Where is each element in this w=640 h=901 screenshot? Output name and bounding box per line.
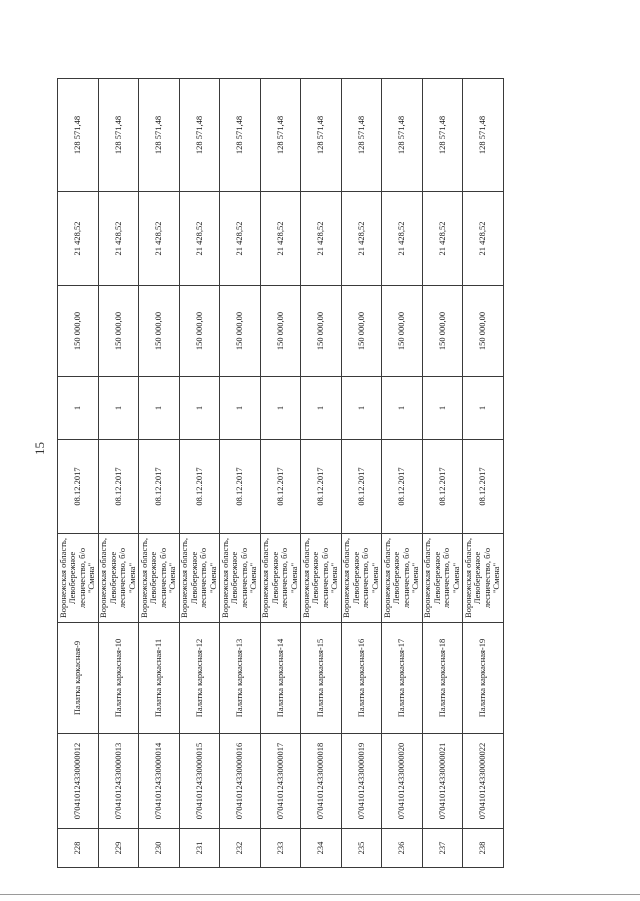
location-cell: Воронежская область, Левобережное лесничество, б/о "Смена" (463, 534, 504, 623)
depreciation-cell: 21 428,52 (98, 192, 139, 286)
acquisition-date-cell: 08.12.2017 (260, 440, 301, 534)
inventory-code-cell: 070410124330000021 (422, 734, 463, 829)
quantity-cell: 1 (382, 377, 423, 440)
location-cell: Воронежская область, Левобережное лесничество, б/о "Смена" (98, 534, 139, 623)
row-number-cell: 230 (139, 829, 180, 868)
quantity-cell: 1 (139, 377, 180, 440)
book-value-cell: 150 000,00 (139, 286, 180, 377)
row-number-cell: 235 (341, 829, 382, 868)
row-number-cell: 228 (58, 829, 99, 868)
row-number-cell: 238 (463, 829, 504, 868)
quantity-cell: 1 (98, 377, 139, 440)
row-number-cell: 234 (301, 829, 342, 868)
row-number-cell: 229 (98, 829, 139, 868)
acquisition-date-cell: 08.12.2017 (341, 440, 382, 534)
residual-value-cell: 128 571,48 (179, 79, 220, 192)
quantity-cell: 1 (220, 377, 261, 440)
asset-name-cell: Палатка каркасная-16 (341, 623, 382, 734)
acquisition-date-cell: 08.12.2017 (139, 440, 180, 534)
residual-value-cell: 128 571,48 (341, 79, 382, 192)
location-cell: Воронежская область, Левобережное лесничество, б/о "Смена" (382, 534, 423, 623)
residual-value-cell: 128 571,48 (98, 79, 139, 192)
inventory-code-cell: 070410124330000015 (179, 734, 220, 829)
table-row (463, 79, 504, 868)
row-number-cell: 231 (179, 829, 220, 868)
depreciation-cell: 21 428,52 (139, 192, 180, 286)
depreciation-cell: 21 428,52 (220, 192, 261, 286)
book-value-cell: 150 000,00 (58, 286, 99, 377)
book-value-cell: 150 000,00 (220, 286, 261, 377)
acquisition-date-cell: 08.12.2017 (422, 440, 463, 534)
residual-value-cell: 128 571,48 (463, 79, 504, 192)
acquisition-date-cell: 08.12.2017 (98, 440, 139, 534)
depreciation-cell: 21 428,52 (260, 192, 301, 286)
footer-rule (0, 894, 640, 895)
quantity-cell: 1 (58, 377, 99, 440)
asset-name-cell: Палатка каркасная-10 (98, 623, 139, 734)
asset-name-cell: Палатка каркасная-11 (139, 623, 180, 734)
acquisition-date-cell: 08.12.2017 (463, 440, 504, 534)
location-cell: Воронежская область, Левобережное лесничество, б/о "Смена" (58, 534, 99, 623)
asset-name-cell: Палатка каркасная-14 (260, 623, 301, 734)
location-cell: Воронежская область, Левобережное лесничество, б/о "Смена" (220, 534, 261, 623)
depreciation-cell: 21 428,52 (301, 192, 342, 286)
inventory-code-cell: 070410124330000020 (382, 734, 423, 829)
table-row (220, 79, 261, 868)
row-number-cell: 233 (260, 829, 301, 868)
location-cell: Воронежская область, Левобережное лесничество, б/о "Смена" (139, 534, 180, 623)
depreciation-cell: 21 428,52 (382, 192, 423, 286)
depreciation-cell: 21 428,52 (179, 192, 220, 286)
book-value-cell: 150 000,00 (98, 286, 139, 377)
book-value-cell: 150 000,00 (179, 286, 220, 377)
depreciation-cell: 21 428,52 (422, 192, 463, 286)
book-value-cell: 150 000,00 (260, 286, 301, 377)
acquisition-date-cell: 08.12.2017 (220, 440, 261, 534)
acquisition-date-cell: 08.12.2017 (382, 440, 423, 534)
table-body (58, 79, 504, 868)
quantity-cell: 1 (260, 377, 301, 440)
acquisition-date-cell: 08.12.2017 (58, 440, 99, 534)
residual-value-cell: 128 571,48 (422, 79, 463, 192)
row-number-cell: 236 (382, 829, 423, 868)
row-number-cell: 232 (220, 829, 261, 868)
page-number: 15 (32, 442, 47, 455)
asset-name-cell: Палатка каркасная-18 (422, 623, 463, 734)
quantity-cell: 1 (463, 377, 504, 440)
residual-value-cell: 128 571,48 (139, 79, 180, 192)
residual-value-cell: 128 571,48 (382, 79, 423, 192)
table-row (341, 79, 382, 868)
asset-table (57, 78, 504, 868)
book-value-cell: 150 000,00 (463, 286, 504, 377)
table-row (98, 79, 139, 868)
asset-name-cell: Палатка каркасная-13 (220, 623, 261, 734)
asset-name-cell: Палатка каркасная-15 (301, 623, 342, 734)
book-value-cell: 150 000,00 (341, 286, 382, 377)
depreciation-cell: 21 428,52 (58, 192, 99, 286)
table-row (422, 79, 463, 868)
acquisition-date-cell: 08.12.2017 (301, 440, 342, 534)
depreciation-cell: 21 428,52 (341, 192, 382, 286)
inventory-code-cell: 070410124330000016 (220, 734, 261, 829)
inventory-code-cell: 070410124330000018 (301, 734, 342, 829)
location-cell: Воронежская область, Левобережное лесничество, б/о "Смена" (301, 534, 342, 623)
residual-value-cell: 128 571,48 (58, 79, 99, 192)
location-cell: Воронежская область, Левобережное лесничество, б/о "Смена" (422, 534, 463, 623)
asset-table-rotated (57, 79, 503, 868)
residual-value-cell: 128 571,48 (260, 79, 301, 192)
acquisition-date-cell: 08.12.2017 (179, 440, 220, 534)
table-row (139, 79, 180, 868)
book-value-cell: 150 000,00 (382, 286, 423, 377)
location-cell: Воронежская область, Левобережное лесничество, б/о "Смена" (260, 534, 301, 623)
row-number-cell: 237 (422, 829, 463, 868)
inventory-code-cell: 070410124330000022 (463, 734, 504, 829)
residual-value-cell: 128 571,48 (301, 79, 342, 192)
residual-value-cell: 128 571,48 (220, 79, 261, 192)
quantity-cell: 1 (422, 377, 463, 440)
location-cell: Воронежская область, Левобережное лесничество, б/о "Смена" (179, 534, 220, 623)
table-row (179, 79, 220, 868)
inventory-code-cell: 070410124330000013 (98, 734, 139, 829)
quantity-cell: 1 (179, 377, 220, 440)
asset-name-cell: Палатка каркасная-9 (58, 623, 99, 734)
asset-name-cell: Палатка каркасная-12 (179, 623, 220, 734)
depreciation-cell: 21 428,52 (463, 192, 504, 286)
inventory-code-cell: 070410124330000017 (260, 734, 301, 829)
inventory-code-cell: 070410124330000014 (139, 734, 180, 829)
inventory-code-cell: 070410124330000019 (341, 734, 382, 829)
table-row (382, 79, 423, 868)
location-cell: Воронежская область, Левобережное лесничество, б/о "Смена" (341, 534, 382, 623)
quantity-cell: 1 (341, 377, 382, 440)
inventory-code-cell: 070410124330000012 (58, 734, 99, 829)
table-row (58, 79, 99, 868)
asset-name-cell: Палатка каркасная-19 (463, 623, 504, 734)
table-row (301, 79, 342, 868)
asset-name-cell: Палатка каркасная-17 (382, 623, 423, 734)
book-value-cell: 150 000,00 (301, 286, 342, 377)
table-row (260, 79, 301, 868)
book-value-cell: 150 000,00 (422, 286, 463, 377)
quantity-cell: 1 (301, 377, 342, 440)
